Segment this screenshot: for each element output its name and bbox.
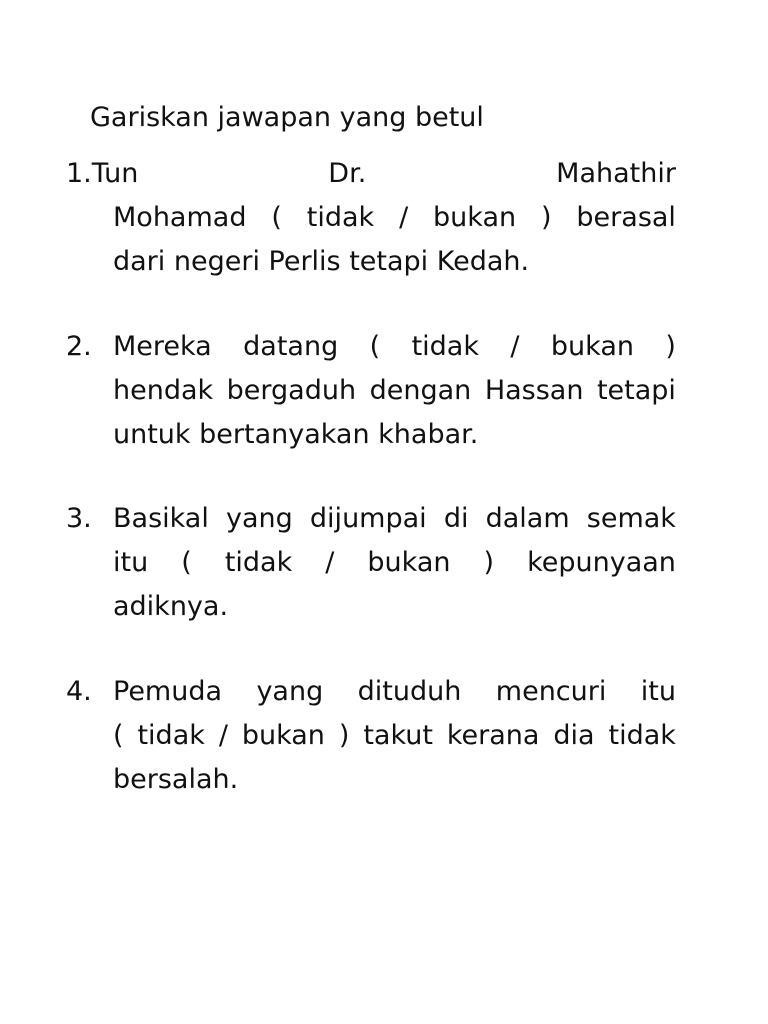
word: yang xyxy=(226,503,293,534)
word: itu xyxy=(640,676,676,707)
word: dituduh xyxy=(357,676,462,707)
word: ) xyxy=(483,547,495,578)
word: ) xyxy=(338,720,350,751)
word: / xyxy=(510,331,520,362)
question-2 xyxy=(66,325,676,457)
answer-option-tidak[interactable]: tidak xyxy=(224,547,293,578)
answer-option-bukan[interactable]: bukan xyxy=(550,331,634,362)
question-1-line-3 xyxy=(66,240,676,284)
word: / xyxy=(325,547,335,578)
question-2-line-3 xyxy=(66,413,676,457)
question-4-line-1 xyxy=(66,670,676,714)
question-2-number: 2. xyxy=(66,331,92,362)
question-4-number: 4. xyxy=(66,676,92,707)
word: Basikal xyxy=(113,503,209,534)
question-3 xyxy=(66,497,676,629)
word: Hassan xyxy=(484,375,584,406)
word: tetapi xyxy=(596,375,676,406)
question-4-line-2 xyxy=(66,714,676,758)
answer-option-tidak[interactable]: tidak xyxy=(306,202,375,233)
question-4-line-3 xyxy=(66,758,676,802)
word: ) xyxy=(665,331,676,362)
word: / xyxy=(399,202,409,233)
word: kerana xyxy=(446,720,540,751)
word: takut xyxy=(363,720,433,751)
word: Mahathir xyxy=(556,158,676,189)
question-1-number: 1. xyxy=(66,158,92,189)
answer-option-bukan[interactable]: bukan xyxy=(433,202,517,233)
question-3-line-2 xyxy=(66,541,676,585)
word: semak xyxy=(586,503,676,534)
question-1-line-2 xyxy=(66,196,676,240)
word: ( xyxy=(271,202,282,233)
word: ) xyxy=(541,202,552,233)
word: berasal xyxy=(576,202,676,233)
word: di xyxy=(443,503,469,534)
word: dijumpai xyxy=(309,503,427,534)
word: Dr. xyxy=(328,158,367,189)
word: hendak xyxy=(113,375,214,406)
word: mencuri xyxy=(495,676,607,707)
word: Tun xyxy=(91,158,139,189)
word: Mohamad xyxy=(113,202,247,233)
answer-option-tidak[interactable]: tidak xyxy=(137,720,205,751)
answer-option-bukan[interactable]: bukan xyxy=(367,547,451,578)
word: datang xyxy=(243,331,339,362)
sentence-text: dari negeri Perlis tetapi Kedah. xyxy=(113,246,530,277)
question-1-line-1 xyxy=(66,152,676,196)
word: kepunyaan xyxy=(527,547,676,578)
word: Mereka xyxy=(113,331,212,362)
word: dia xyxy=(553,720,595,751)
question-3-number: 3. xyxy=(66,503,92,534)
sentence-text: bersalah. xyxy=(113,764,239,795)
question-3-line-1 xyxy=(66,497,676,541)
sentence-text: untuk bertanyakan khabar. xyxy=(113,419,479,450)
sentence-text: adiknya. xyxy=(113,591,229,622)
word: tidak xyxy=(608,720,676,751)
word: yang xyxy=(256,676,324,707)
word: ( xyxy=(181,547,192,578)
instruction-text: Gariskan jawapan yang betul xyxy=(90,102,484,133)
word: dengan xyxy=(369,375,472,406)
word: ( xyxy=(369,331,381,362)
word: Pemuda xyxy=(113,676,223,707)
question-2-line-2 xyxy=(66,369,676,413)
question-2-line-1 xyxy=(66,325,676,369)
question-4 xyxy=(66,670,676,802)
word: ( xyxy=(113,720,124,751)
question-3-line-3 xyxy=(66,585,676,629)
question-1 xyxy=(66,152,676,284)
answer-option-tidak[interactable]: tidak xyxy=(411,331,479,362)
word: dalam xyxy=(485,503,570,534)
word: / xyxy=(218,720,228,751)
word: itu xyxy=(113,547,149,578)
word: bergaduh xyxy=(226,375,357,406)
answer-option-bukan[interactable]: bukan xyxy=(241,720,325,751)
